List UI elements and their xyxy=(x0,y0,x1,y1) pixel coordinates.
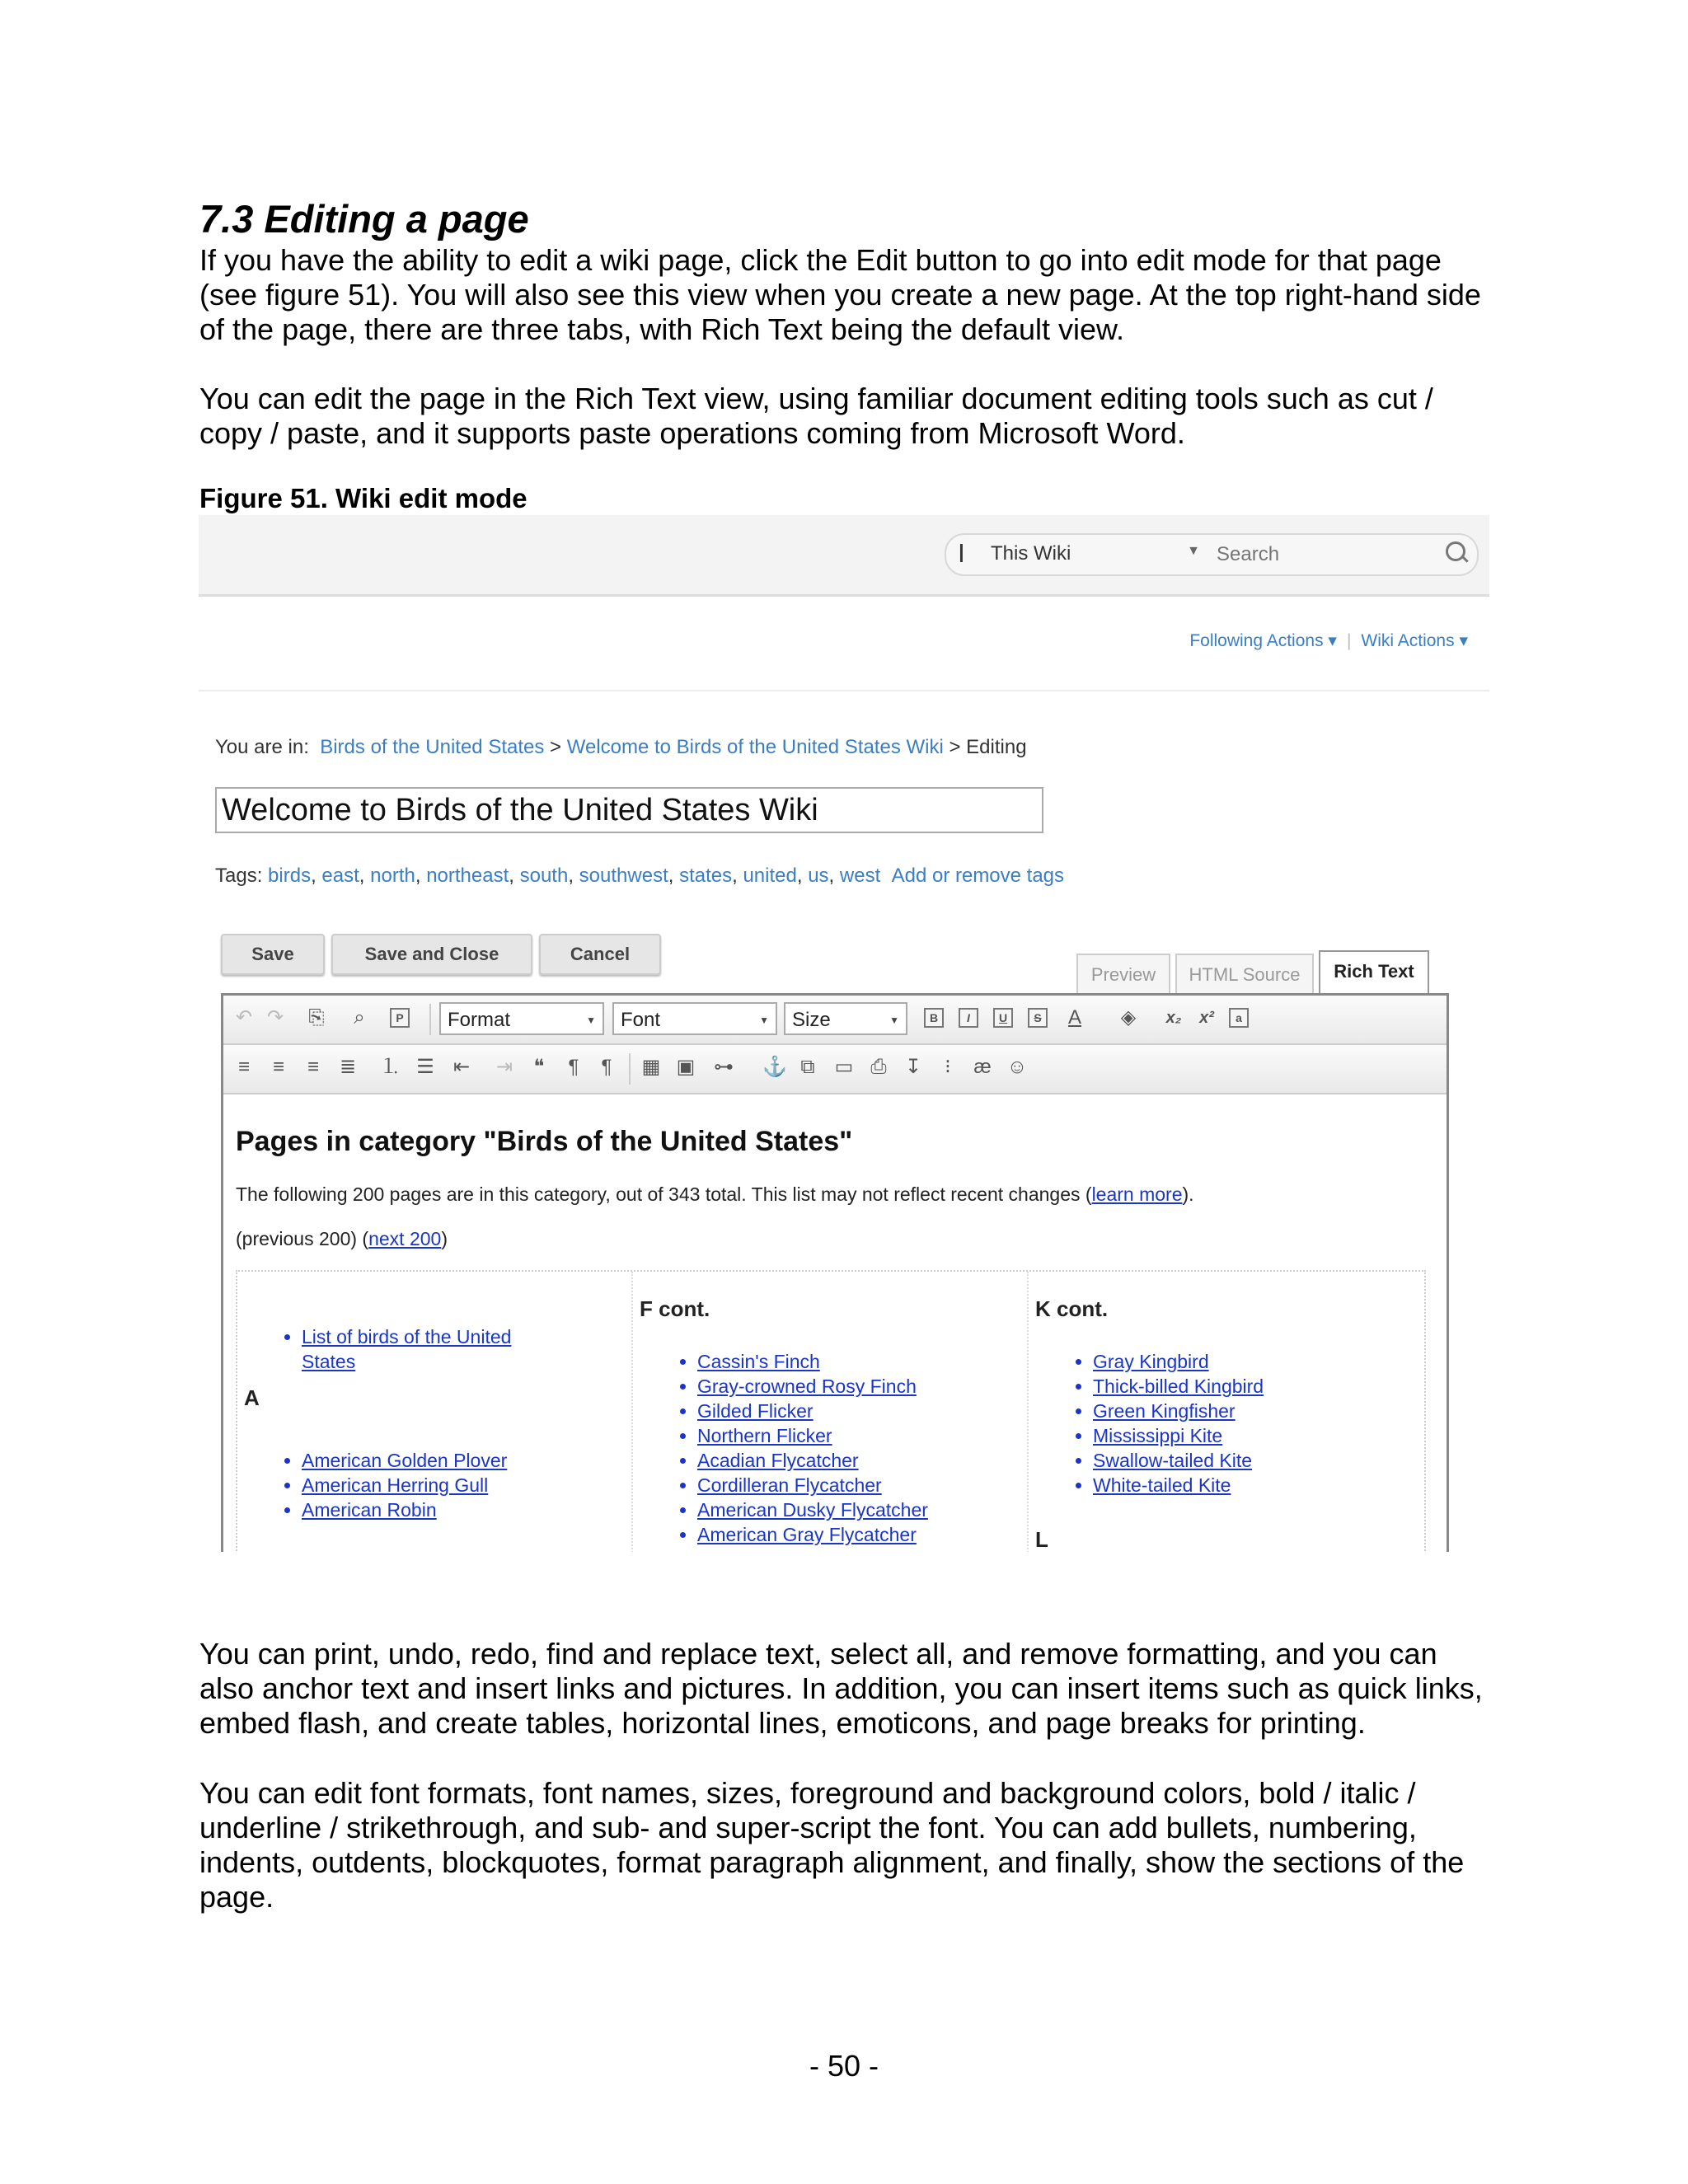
emoticon-icon[interactable]: ☺ xyxy=(1006,1056,1028,1078)
list-item[interactable] xyxy=(697,1423,928,1448)
list-item-label: Cassin's Finch xyxy=(697,1351,820,1372)
tags-row: Tags: birds, east, north, northeast, south, southwest, states, united, us, west Add or remove tags xyxy=(215,865,1065,887)
list-item-label: Gray Kingbird xyxy=(1093,1351,1209,1372)
save-doc-icon[interactable]: ⎙ xyxy=(870,1056,887,1078)
figure-caption: Figure 51. Wiki edit mode xyxy=(199,483,528,513)
wiki-edit-screenshot xyxy=(199,515,1489,1552)
list-item[interactable] xyxy=(302,1324,511,1374)
search-box xyxy=(1207,533,1479,576)
list-item-label: American Robin xyxy=(302,1499,437,1521)
list-item[interactable] xyxy=(697,1399,928,1423)
tag-link[interactable]: us xyxy=(808,865,829,887)
search-input[interactable] xyxy=(1215,541,1441,568)
list-item[interactable] xyxy=(1093,1423,1264,1448)
letter-heading: A xyxy=(244,1385,260,1410)
paste-icon[interactable]: ⎘ xyxy=(308,1006,325,1029)
rich-text-editor xyxy=(221,993,1449,1552)
tag-link[interactable]: states xyxy=(679,865,733,887)
tag-link[interactable]: west xyxy=(839,865,881,887)
editor-toolbar-bottom xyxy=(223,1045,1447,1094)
italic-icon[interactable]: I xyxy=(959,1008,978,1028)
align-center-icon[interactable]: ≡ xyxy=(272,1056,284,1078)
paragraph-features: You can print, undo, redo, find and replace text, select all, and remove formatting, and you can also anchor text and insert links and pictures. In addition, you can insert items such as quick links, embed flash, and create tables, horizontal lines, emoticons, and page breaks for printing. xyxy=(199,1637,1483,1740)
special-character-icon[interactable]: æ xyxy=(973,1056,992,1078)
tags-label: Tags: xyxy=(215,865,263,887)
table-icon[interactable]: ▦ xyxy=(641,1056,661,1078)
link-icon[interactable]: ⊶ xyxy=(714,1056,734,1078)
chevron-down-icon: ▼ xyxy=(759,1015,769,1026)
category-column xyxy=(237,1272,633,1552)
previous-200-label: (previous 200) ( xyxy=(236,1228,369,1249)
pagination-end: ) xyxy=(441,1228,448,1249)
tag-link[interactable]: birds xyxy=(268,865,312,887)
flash-icon[interactable]: ▭ xyxy=(834,1056,854,1078)
text-cursor-icon: Ⅰ xyxy=(958,541,965,568)
bullet-list-icon[interactable]: ☰ xyxy=(416,1056,434,1078)
bold-icon[interactable]: B xyxy=(924,1008,944,1028)
next-200-link[interactable]: next 200 xyxy=(368,1228,442,1249)
tab-html-source[interactable]: HTML Source xyxy=(1175,954,1314,993)
list-item-label: Thick-billed Kingbird xyxy=(1093,1376,1264,1397)
list-item-label: Cordilleran Flycatcher xyxy=(697,1474,882,1496)
tag-link[interactable]: northeast xyxy=(426,865,509,887)
find-replace-icon[interactable]: ⌕ xyxy=(354,1006,365,1029)
tab-rich-text[interactable]: Rich Text xyxy=(1319,950,1429,993)
quick-links-icon[interactable]: ⧉ xyxy=(800,1056,815,1078)
font-select[interactable] xyxy=(612,1002,777,1035)
category-column xyxy=(633,1272,1029,1552)
paragraph-intro: If you have the ability to edit a wiki page, click the Edit button to go into edit mode for that page (see figure 51). You will also see this view when you create a new page. At the top right-hand side of the page, there are three tabs, with Rich Text being the default view. xyxy=(199,243,1481,346)
rtl-icon[interactable]: ¶ xyxy=(601,1056,612,1078)
category-heading: Pages in category "Birds of the United States" xyxy=(236,1126,853,1157)
list-item-label: Gray-crowned Rosy Finch xyxy=(697,1376,917,1397)
breadcrumb-link-welcome[interactable]: Welcome to Birds of the United States Wiki xyxy=(566,736,944,758)
learn-more-link[interactable]: learn more xyxy=(1091,1183,1183,1205)
ltr-icon[interactable]: ¶ xyxy=(568,1056,579,1078)
numbered-list-icon[interactable]: ⒈ xyxy=(381,1056,401,1078)
breadcrumb-separator: > xyxy=(544,736,567,758)
wiki-actions-menu[interactable]: Wiki Actions ▾ xyxy=(1361,631,1468,650)
breadcrumb xyxy=(215,736,1027,759)
tag-link[interactable]: southwest xyxy=(579,865,668,887)
list-item-label: American Herring Gull xyxy=(302,1474,489,1496)
category-list xyxy=(633,1349,928,1547)
size-select[interactable] xyxy=(784,1002,907,1035)
paste-text-icon[interactable]: P xyxy=(390,1008,410,1028)
tag-link[interactable]: east xyxy=(321,865,359,887)
tag-link[interactable]: north xyxy=(370,865,415,887)
search-scope-dropdown[interactable] xyxy=(945,533,1210,576)
list-item-label: American Gray Flycatcher xyxy=(697,1524,917,1545)
letter-heading: K cont. xyxy=(1035,1296,1109,1321)
remove-format-icon[interactable]: a xyxy=(1229,1008,1249,1028)
search-icon[interactable] xyxy=(1446,541,1465,561)
strikethrough-icon[interactable]: S xyxy=(1028,1008,1048,1028)
page-break-icon[interactable]: ↧ xyxy=(904,1056,922,1078)
horizontal-line-icon[interactable]: ⁝ xyxy=(945,1056,951,1078)
superscript-icon[interactable]: x² xyxy=(1199,1009,1214,1027)
add-remove-tags-link[interactable]: Add or remove tags xyxy=(891,865,1065,887)
outdent-icon[interactable]: ⇤ xyxy=(452,1056,471,1078)
breadcrumb-current: Editing xyxy=(966,736,1027,758)
breadcrumb-link-community[interactable]: Birds of the United States xyxy=(320,736,545,758)
list-item[interactable] xyxy=(697,1522,928,1547)
category-intro-text: The following 200 pages are in this category, out of 343 total. This list may not reflect recent changes ( xyxy=(236,1183,1092,1205)
list-item[interactable] xyxy=(697,1473,928,1497)
letter-heading: L xyxy=(1035,1527,1048,1552)
text-color-icon[interactable]: A xyxy=(1067,1006,1081,1029)
list-item[interactable] xyxy=(1093,1473,1264,1497)
category-pagination xyxy=(236,1228,448,1250)
category-table xyxy=(236,1270,1426,1552)
list-item[interactable] xyxy=(1093,1448,1264,1473)
list-item[interactable] xyxy=(302,1448,507,1473)
page-title-field[interactable] xyxy=(215,787,1043,833)
toolbar-separator xyxy=(629,1053,631,1085)
breadcrumb-prefix: You are in: xyxy=(215,736,309,758)
list-item-label: White-tailed Kite xyxy=(1093,1474,1231,1496)
save-and-close-button[interactable]: Save and Close xyxy=(331,934,532,975)
paragraph-rich-text: You can edit the page in the Rich Text view, using familiar document editing tools such as cut / copy / paste, and it supports paste operations coming from Microsoft Word. xyxy=(199,382,1433,450)
category-list xyxy=(237,1324,511,1374)
section-title: 7.3 Editing a page xyxy=(199,197,529,241)
list-item[interactable] xyxy=(1093,1374,1264,1399)
undo-icon[interactable]: ↶ xyxy=(235,1006,253,1029)
chevron-down-icon: ▼ xyxy=(1187,544,1200,558)
page-number: - 50 - xyxy=(809,2049,879,2083)
list-item-label: Swallow-tailed Kite xyxy=(1093,1450,1253,1471)
blockquote-icon[interactable]: ❝ xyxy=(533,1056,545,1078)
list-item[interactable] xyxy=(1093,1349,1264,1374)
breadcrumb-separator: > xyxy=(943,736,967,758)
format-select-label: Format xyxy=(448,1009,511,1031)
category-intro-end: ). xyxy=(1182,1183,1194,1205)
list-item[interactable] xyxy=(302,1473,507,1497)
divider xyxy=(199,690,1489,691)
redo-icon[interactable]: ↷ xyxy=(266,1006,284,1029)
chevron-down-icon: ▼ xyxy=(889,1015,899,1026)
align-left-icon[interactable]: ≡ xyxy=(237,1056,250,1078)
divider: | xyxy=(1346,631,1352,650)
list-item-label: Gilded Flicker xyxy=(697,1400,814,1422)
list-item[interactable] xyxy=(697,1374,928,1399)
list-item-label: States xyxy=(302,1351,356,1372)
list-item[interactable] xyxy=(697,1448,928,1473)
following-actions-menu[interactable]: Following Actions ▾ xyxy=(1189,631,1337,650)
tag-link[interactable]: south xyxy=(519,865,569,887)
category-column xyxy=(1029,1272,1423,1552)
image-icon[interactable]: ▣ xyxy=(676,1056,696,1078)
letter-heading: F cont. xyxy=(640,1296,710,1321)
chevron-down-icon: ▼ xyxy=(586,1015,596,1026)
tag-link[interactable]: united xyxy=(743,865,797,887)
subscript-icon[interactable]: x₂ xyxy=(1165,1009,1182,1027)
background-color-icon[interactable]: ◈ xyxy=(1120,1006,1137,1029)
list-item[interactable] xyxy=(697,1497,928,1522)
category-list xyxy=(1029,1349,1264,1497)
list-item-label: Acadian Flycatcher xyxy=(697,1450,859,1471)
editor-toolbar-top xyxy=(223,996,1447,1045)
format-select[interactable] xyxy=(439,1002,604,1035)
search-scope-label: This Wiki xyxy=(991,542,1071,565)
page-actions xyxy=(1189,630,1468,651)
justify-icon[interactable]: ≣ xyxy=(339,1056,357,1078)
toolbar-separator xyxy=(429,1004,431,1035)
list-item-label: Northern Flicker xyxy=(697,1425,832,1446)
category-intro xyxy=(236,1183,1194,1206)
size-select-label: Size xyxy=(792,1009,831,1031)
list-item-label: American Golden Plover xyxy=(302,1450,508,1471)
align-right-icon[interactable]: ≡ xyxy=(307,1056,319,1078)
cancel-button[interactable]: Cancel xyxy=(539,934,661,975)
underline-icon[interactable]: U xyxy=(993,1008,1013,1028)
indent-icon[interactable]: ⇥ xyxy=(495,1056,513,1078)
anchor-icon[interactable]: ⚓ xyxy=(762,1056,787,1078)
list-item[interactable] xyxy=(697,1349,928,1374)
list-item-label: List of birds of the United xyxy=(302,1326,512,1347)
list-item-label: American Dusky Flycatcher xyxy=(697,1499,928,1521)
category-list xyxy=(237,1448,507,1522)
list-item[interactable] xyxy=(302,1497,507,1522)
paragraph-formatting: You can edit font formats, font names, sizes, foreground and background colors, bold / italic / underline / strikethrough, and sub- and super-script the font. You can add bullets, numbering, indents, outdents, blockquotes, format paragraph alignment, and finally, show the sections of the page. xyxy=(199,1776,1465,1914)
list-item-label: Mississippi Kite xyxy=(1093,1425,1223,1446)
list-item-label: Green Kingfisher xyxy=(1093,1400,1236,1422)
save-button[interactable]: Save xyxy=(221,934,325,975)
tab-preview[interactable]: Preview xyxy=(1076,954,1170,993)
list-item[interactable] xyxy=(1093,1399,1264,1423)
font-select-label: Font xyxy=(621,1009,661,1031)
top-bar xyxy=(199,515,1489,597)
